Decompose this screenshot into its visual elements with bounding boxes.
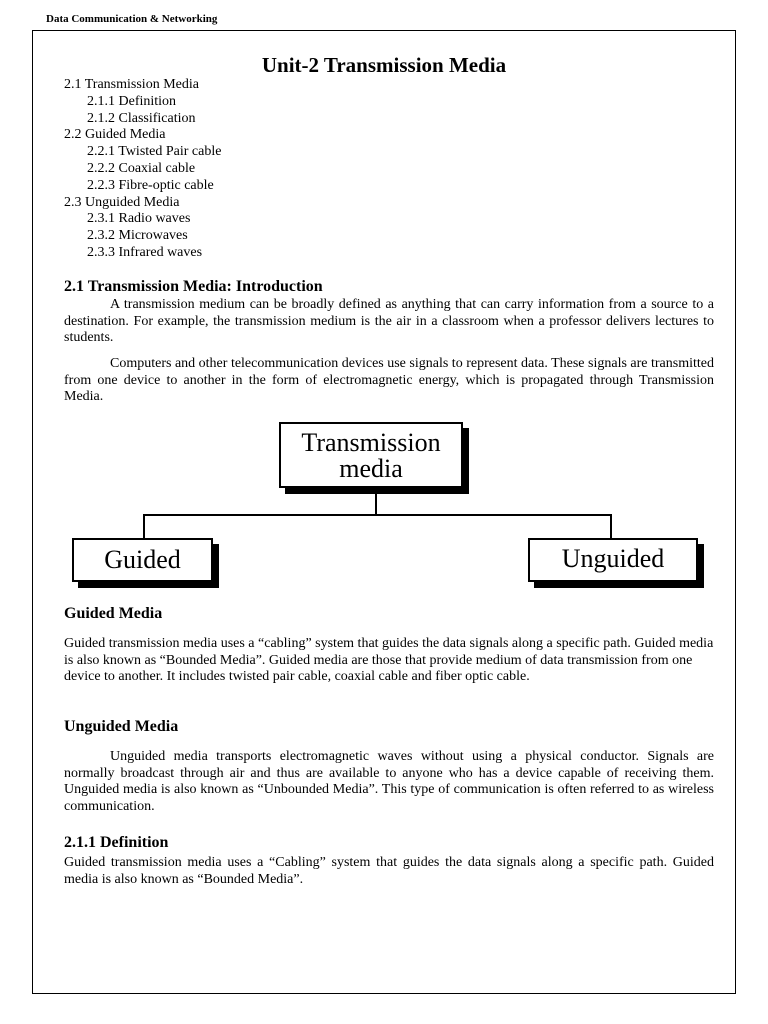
running-header: Data Communication & Networking bbox=[46, 13, 218, 25]
toc-item: 2.1.2 Classification bbox=[87, 110, 196, 126]
diagram-root-line-1: Transmission bbox=[301, 428, 441, 457]
page-title: Unit-2 Transmission Media bbox=[261, 53, 507, 77]
diagram-root-node bbox=[279, 422, 463, 488]
definition-paragraph: Guided transmission media uses a “Cabling” system that guides the data signals along a specific path. Guided media is also known as “Bounded Media”. bbox=[64, 855, 714, 887]
toc-item: 2.1.1 Definition bbox=[87, 93, 177, 109]
diagram-root-line-2: media bbox=[339, 454, 403, 483]
toc-item: 2.3.3 Infrared waves bbox=[87, 244, 203, 260]
guided-paragraph: Guided transmission media uses a “cabling” system that guides the data signals along a specific path. Guided media is also known as “Bounded Media”. Guided media are those that provide medium of data transmission from one device to another. It includes twisted pair cable, coaxial cable and fiber optic cable. bbox=[64, 636, 714, 685]
unguided-paragraph: Unguided media transports electromagnetic waves without using a physical conductor. Signals are normally broadcast through air and thus are available to anyone who has a device capable of receiving them. Unguided media is also known as “Unbounded Media”. This type of communication is often referred to as wireless communication. bbox=[64, 749, 714, 815]
toc-item: 2.2.1 Twisted Pair cable bbox=[87, 144, 222, 160]
diagram-connector-bar bbox=[143, 514, 612, 516]
toc-item: 2.2 Guided Media bbox=[64, 127, 166, 143]
diagram-connector-stem bbox=[375, 494, 377, 515]
guided-heading: Guided Media bbox=[64, 605, 163, 622]
definition-heading: 2.1.1 Definition bbox=[64, 834, 169, 851]
diagram-guided-node: Guided bbox=[72, 538, 213, 582]
table-of-contents bbox=[64, 77, 221, 262]
diagram-connector-right bbox=[610, 514, 612, 540]
unguided-heading: Unguided Media bbox=[64, 718, 179, 735]
intro-paragraph-1: A transmission medium can be broadly defined as anything that can carry information from a source to a destination. For example, the transmission medium is the air in a classroom when a professor delivers lectures to students. bbox=[64, 297, 714, 346]
toc-item: 2.3.1 Radio waves bbox=[87, 211, 191, 227]
toc-item: 2.2.2 Coaxial cable bbox=[87, 160, 196, 176]
intro-heading: 2.1 Transmission Media: Introduction bbox=[64, 278, 323, 295]
toc-item: 2.3.2 Microwaves bbox=[87, 228, 188, 244]
toc-item: 2.2.3 Fibre-optic cable bbox=[87, 177, 214, 193]
toc-item: 2.3 Unguided Media bbox=[64, 194, 180, 210]
toc-item: 2.1 Transmission Media bbox=[64, 77, 199, 92]
diagram-unguided-node: Unguided bbox=[528, 538, 698, 582]
intro-paragraph-2: Computers and other telecommunication devices use signals to represent data. These signals are transmitted from one device to another in the form of electromagnetic energy, which is propagated through Transmission Media. bbox=[64, 356, 714, 405]
diagram-connector-left bbox=[143, 514, 145, 539]
